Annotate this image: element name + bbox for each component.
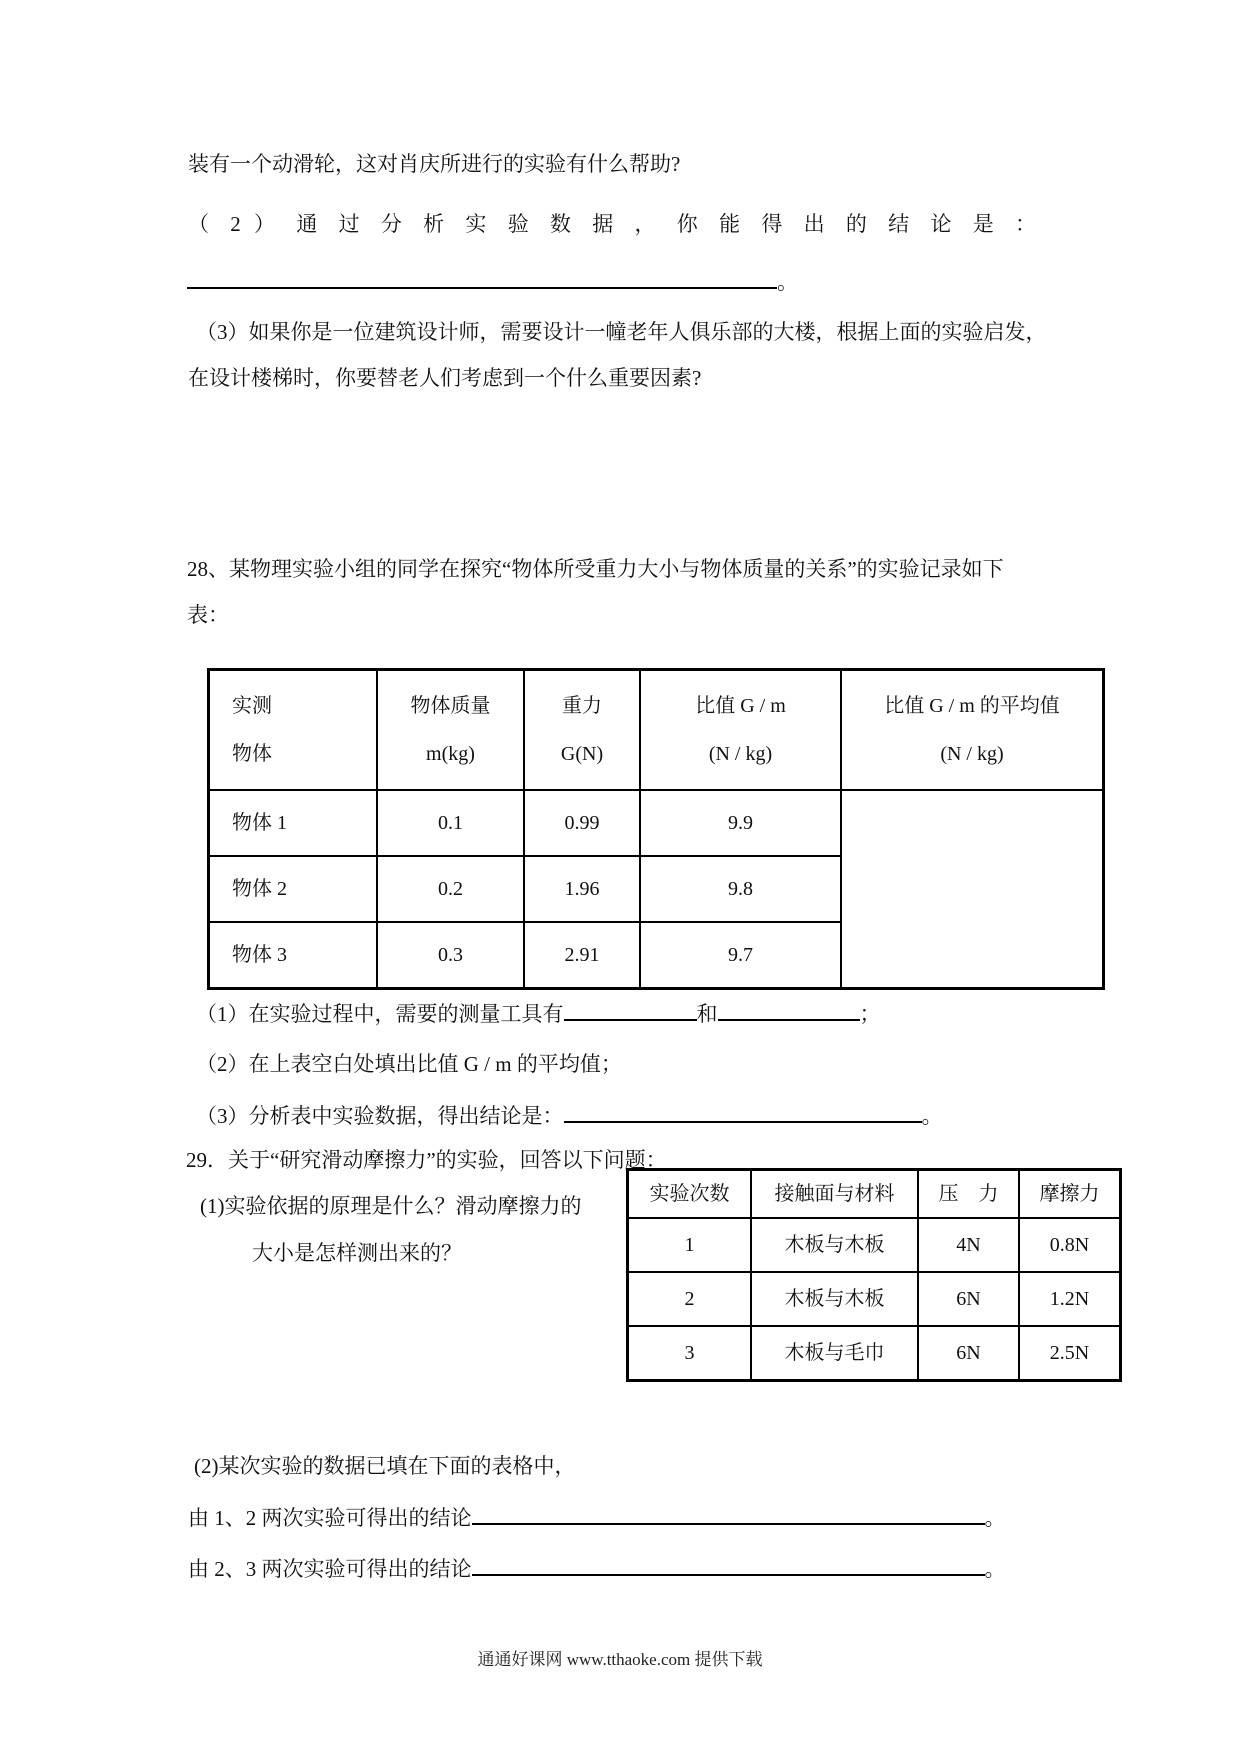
q28-sub2: （2）在上表空白处填出比值 G / m 的平均值； [196, 1052, 622, 1076]
header-line: m(kg) [426, 743, 475, 765]
q29-sub1-line2: 大小是怎样测出来的？ [252, 1241, 462, 1265]
period-text: 。 [984, 1506, 1006, 1530]
ratio-cell: 9.7 [640, 922, 841, 989]
mass-cell: 0.2 [377, 856, 524, 922]
question-2-line: （ 2 ） 通 过 分 析 实 验 数 据 ， 你 能 得 出 的 结 论 是 ： [188, 212, 1036, 236]
q29-conclusion-2-3 [188, 1553, 1006, 1583]
header-cell [377, 670, 524, 791]
intro-line: 装有一个动滑轮，这对肖庆所进行的实验有什么帮助? [188, 152, 681, 176]
gravity-mass-table [207, 668, 1105, 990]
site-footer: 通通好课网 www.tthaoke.com 提供下载 [477, 1650, 763, 1669]
gravity-cell: 1.96 [524, 856, 640, 922]
conclusion-text: 由 2、3 两次实验可得出的结论 [188, 1557, 472, 1581]
answer-blank [564, 1100, 922, 1123]
question-3-line1: （3）如果你是一位建筑设计师，需要设计一幢老年人俱乐部的大楼，根据上面的实验启发， [196, 320, 1047, 344]
conclusion-text: 由 1、2 两次实验可得出的结论 [188, 1506, 472, 1530]
answer-blank [564, 998, 697, 1021]
period-text: 。 [984, 1557, 1006, 1581]
header-line: (N / kg) [708, 743, 773, 765]
friction-table [626, 1168, 1122, 1382]
trial-number-cell: 2 [628, 1272, 752, 1326]
header-line: G(N) [560, 743, 604, 765]
q28-stem-line1: 28、某物理实验小组的同学在探究“物体所受重力大小与物体质量的关系”的实验记录如下 [187, 557, 1004, 581]
q29-sub2: (2)某次实验的数据已填在下面的表格中， [194, 1454, 576, 1478]
header-cell: 实验次数 [628, 1170, 752, 1219]
answer-blank [472, 1502, 985, 1525]
q28-sub1-text: （1）在实验过程中，需要的测量工具有 [196, 1002, 564, 1026]
header-line: (N / kg) [940, 743, 1004, 765]
header-cell [209, 670, 378, 791]
friction-cell: 1.2N [1019, 1272, 1121, 1326]
header-cell [524, 670, 640, 791]
average-value-empty-cell [841, 790, 1104, 989]
header-line: 重力 [562, 695, 602, 717]
q28-stem-line2: 表： [187, 603, 229, 627]
question-3-line2: 在设计楼梯时，你要替老人们考虑到一个什么重要因素? [188, 366, 702, 390]
question-2-answer-line [187, 266, 798, 296]
q28-sub3 [196, 1100, 943, 1130]
object-cell: 物体 1 [209, 790, 378, 856]
surface-cell: 木板与木板 [751, 1272, 918, 1326]
gravity-cell: 2.91 [524, 922, 640, 989]
pressure-cell: 4N [918, 1218, 1019, 1272]
q29-stem: 29．关于“研究滑动摩擦力”的实验，回答以下问题： [186, 1148, 667, 1172]
gravity-cell: 0.99 [524, 790, 640, 856]
header-cell: 压 力 [918, 1170, 1019, 1219]
q28-sub3-text: （3）分析表中实验数据，得出结论是： [196, 1104, 564, 1128]
q28-sub1-end: ； [859, 1002, 881, 1026]
period-text: 。 [921, 1104, 943, 1128]
table-row [209, 790, 1104, 856]
header-line: 物体质量 [410, 695, 491, 717]
pressure-cell: 6N [918, 1272, 1019, 1326]
table-row [628, 1326, 1121, 1381]
ratio-cell: 9.8 [640, 856, 841, 922]
mass-cell: 0.3 [377, 922, 524, 989]
ratio-cell: 9.9 [640, 790, 841, 856]
table-header-row [628, 1170, 1121, 1219]
pressure-cell: 6N [918, 1326, 1019, 1381]
surface-cell: 木板与木板 [751, 1218, 918, 1272]
period-text: 。 [777, 270, 798, 294]
object-cell: 物体 3 [209, 922, 378, 989]
answer-blank [187, 266, 777, 289]
header-cell: 接触面与材料 [751, 1170, 918, 1219]
header-line: 比值 G / m 的平均值 [884, 695, 1060, 717]
q28-sub1-and: 和 [696, 1002, 718, 1026]
trial-number-cell: 1 [628, 1218, 752, 1272]
friction-cell: 2.5N [1019, 1326, 1121, 1381]
table-header-row [209, 670, 1104, 791]
table-row [628, 1218, 1121, 1272]
header-cell: 摩擦力 [1019, 1170, 1121, 1219]
header-cell [841, 670, 1104, 791]
header-cell [640, 670, 841, 791]
q29-sub1-line1: (1)实验依据的原理是什么？滑动摩擦力的 [200, 1194, 582, 1218]
table-row [628, 1272, 1121, 1326]
header-line: 实测 [232, 695, 272, 717]
friction-cell: 0.8N [1019, 1218, 1121, 1272]
q28-sub1 [196, 998, 881, 1028]
header-line: 物体 [232, 743, 272, 765]
object-cell: 物体 2 [209, 856, 378, 922]
answer-blank [472, 1553, 985, 1576]
mass-cell: 0.1 [377, 790, 524, 856]
q29-conclusion-1-2 [188, 1502, 1006, 1532]
trial-number-cell: 3 [628, 1326, 752, 1381]
surface-cell: 木板与毛巾 [751, 1326, 918, 1381]
header-line: 比值 G / m [695, 695, 786, 717]
answer-blank [718, 998, 860, 1021]
